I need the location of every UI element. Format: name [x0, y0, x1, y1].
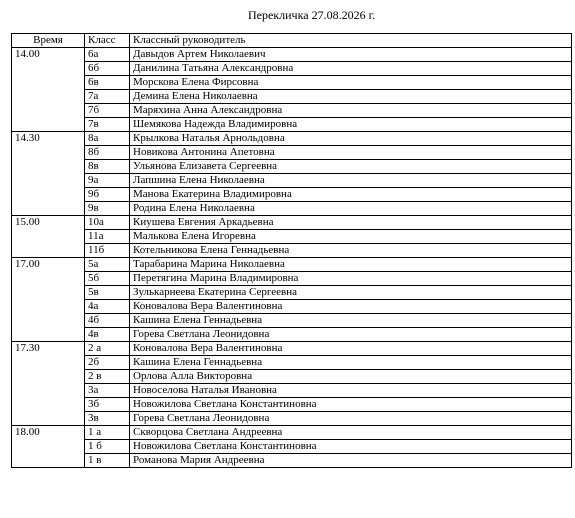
cell-time: [12, 314, 85, 328]
cell-time: [12, 440, 85, 454]
cell-class: 2б: [85, 356, 130, 370]
cell-teacher: Коновалова Вера Валентиновна: [130, 300, 572, 314]
table-row: [12, 384, 572, 398]
cell-teacher: Манова Екатерина Владимировна: [130, 188, 572, 202]
cell-class: 3в: [85, 412, 130, 426]
table-row: [12, 188, 572, 202]
cell-time: [12, 62, 85, 76]
header-class: Класс: [85, 34, 130, 48]
cell-teacher: Новикова Антонина Апетовна: [130, 146, 572, 160]
cell-class: 9в: [85, 202, 130, 216]
cell-class: 7б: [85, 104, 130, 118]
table-row: [12, 342, 572, 356]
cell-teacher: Кашина Елена Геннадьевна: [130, 356, 572, 370]
cell-class: 9б: [85, 188, 130, 202]
cell-teacher: Данилина Татьяна Александровна: [130, 62, 572, 76]
cell-teacher: Демина Елена Николаевна: [130, 90, 572, 104]
cell-time: 17.30: [12, 342, 85, 356]
table-row: [12, 440, 572, 454]
cell-time: 15.00: [12, 216, 85, 230]
table-row: [12, 272, 572, 286]
cell-teacher: Киушева Евгения Аркадьевна: [130, 216, 572, 230]
cell-teacher: Новожилова Светлана Константиновна: [130, 440, 572, 454]
cell-teacher: Новожилова Светлана Константиновна: [130, 398, 572, 412]
table-row: [12, 146, 572, 160]
roll-call-table: [11, 33, 572, 468]
cell-teacher: Скворцова Светлана Андреевна: [130, 426, 572, 440]
cell-teacher: Орлова Алла Викторовна: [130, 370, 572, 384]
cell-class: 11а: [85, 230, 130, 244]
document-title: Перекличка 27.08.2026 г.: [248, 8, 376, 22]
table-row: [12, 244, 572, 258]
cell-class: 7в: [85, 118, 130, 132]
cell-class: 10а: [85, 216, 130, 230]
cell-class: 4б: [85, 314, 130, 328]
table-row: [12, 356, 572, 370]
cell-class: 4в: [85, 328, 130, 342]
cell-time: [12, 398, 85, 412]
header-teacher: Классный руководитель: [130, 34, 572, 48]
cell-class: 1 б: [85, 440, 130, 454]
table-row: [12, 370, 572, 384]
cell-teacher: Новоселова Наталья Ивановна: [130, 384, 572, 398]
table-row: [12, 230, 572, 244]
cell-time: 18.00: [12, 426, 85, 440]
cell-time: [12, 118, 85, 132]
cell-teacher: Морскова Елена Фирсовна: [130, 76, 572, 90]
cell-time: 17.00: [12, 258, 85, 272]
table-row: [12, 314, 572, 328]
cell-teacher: Романова Мария Андреевна: [130, 454, 572, 468]
cell-class: 3б: [85, 398, 130, 412]
table-row: [12, 202, 572, 216]
table-row: [12, 328, 572, 342]
cell-class: 9а: [85, 174, 130, 188]
cell-teacher: Маряхина Анна Александровна: [130, 104, 572, 118]
cell-time: [12, 76, 85, 90]
cell-time: 14.30: [12, 132, 85, 146]
cell-time: [12, 188, 85, 202]
cell-teacher: Давыдов Артем Николаевич: [130, 48, 572, 62]
cell-time: [12, 90, 85, 104]
cell-class: 8в: [85, 160, 130, 174]
cell-time: [12, 454, 85, 468]
cell-class: 5в: [85, 286, 130, 300]
table-row: [12, 132, 572, 146]
table-row: [12, 286, 572, 300]
cell-time: [12, 356, 85, 370]
cell-teacher: Крылкова Наталья Арнольдовна: [130, 132, 572, 146]
cell-time: [12, 300, 85, 314]
cell-class: 6в: [85, 76, 130, 90]
cell-teacher: Шемякова Надежда Владимировна: [130, 118, 572, 132]
cell-teacher: Горева Светлана Леонидовна: [130, 328, 572, 342]
cell-class: 2 в: [85, 370, 130, 384]
table-row: [12, 90, 572, 104]
cell-class: 2 а: [85, 342, 130, 356]
cell-class: 4а: [85, 300, 130, 314]
table-row: [12, 412, 572, 426]
table-row: [12, 48, 572, 62]
cell-class: 1 в: [85, 454, 130, 468]
table-row: [12, 76, 572, 90]
table-row: [12, 300, 572, 314]
table-row: [12, 104, 572, 118]
cell-teacher: Горева Светлана Леонидовна: [130, 412, 572, 426]
cell-class: 8б: [85, 146, 130, 160]
table-header-row: [12, 34, 572, 48]
cell-time: [12, 230, 85, 244]
table-row: [12, 160, 572, 174]
cell-teacher: Перетягина Марина Владимировна: [130, 272, 572, 286]
table-row: [12, 62, 572, 76]
table-row: [12, 216, 572, 230]
table-row: [12, 174, 572, 188]
cell-teacher: Котельникова Елена Геннадьевна: [130, 244, 572, 258]
cell-time: [12, 328, 85, 342]
table-row: [12, 454, 572, 468]
cell-time: [12, 104, 85, 118]
cell-time: [12, 370, 85, 384]
cell-class: 6б: [85, 62, 130, 76]
cell-time: [12, 174, 85, 188]
cell-time: [12, 202, 85, 216]
header-time: Время: [12, 34, 85, 48]
table-row: [12, 258, 572, 272]
cell-time: 14.00: [12, 48, 85, 62]
cell-class: 6а: [85, 48, 130, 62]
cell-teacher: Родина Елена Николаевна: [130, 202, 572, 216]
cell-time: [12, 384, 85, 398]
table-row: [12, 426, 572, 440]
cell-time: [12, 160, 85, 174]
table-row: [12, 398, 572, 412]
table-body: [12, 48, 572, 468]
cell-teacher: Кашина Елена Геннадьевна: [130, 314, 572, 328]
cell-teacher: Коновалова Вера Валентиновна: [130, 342, 572, 356]
cell-time: [12, 286, 85, 300]
cell-class: 11б: [85, 244, 130, 258]
cell-teacher: Тарабарина Марина Николаевна: [130, 258, 572, 272]
cell-class: 7а: [85, 90, 130, 104]
cell-class: 1 а: [85, 426, 130, 440]
cell-class: 8а: [85, 132, 130, 146]
cell-class: 5а: [85, 258, 130, 272]
cell-teacher: Лапшина Елена Николаевна: [130, 174, 572, 188]
cell-teacher: Малькова Елена Игоревна: [130, 230, 572, 244]
cell-time: [12, 272, 85, 286]
cell-time: [12, 244, 85, 258]
cell-class: 3а: [85, 384, 130, 398]
cell-teacher: Зулькарнеева Екатерина Сергеевна: [130, 286, 572, 300]
cell-time: [12, 412, 85, 426]
table-row: [12, 118, 572, 132]
cell-teacher: Ульянова Елизавета Сергеевна: [130, 160, 572, 174]
cell-class: 5б: [85, 272, 130, 286]
cell-time: [12, 146, 85, 160]
